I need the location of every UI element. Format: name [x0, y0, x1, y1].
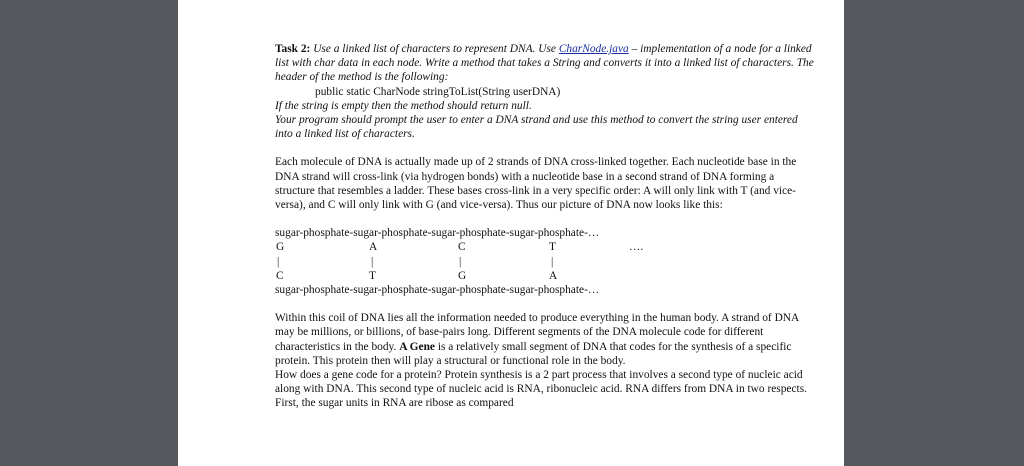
bottom-base: C	[276, 269, 284, 282]
bottom-strand: sugar-phosphate-sugar-phosphate-sugar-phosphate-sugar-phosphate-…	[275, 284, 600, 296]
method-signature: public static CharNode stringToList(String userDNA)	[315, 85, 561, 98]
top-continuation: ….	[629, 241, 644, 254]
bottom-base: T	[369, 269, 376, 282]
gene-paragraph	[275, 311, 815, 368]
document-page	[178, 0, 844, 466]
link-row	[275, 255, 815, 269]
gene-text-a: Within this coil of DNA lies all the information needed to produce everything in the human body. A strand of DNA may be millions, or billions, of base-pairs long. Different segments of the DNA molecule code for different characteristics in the body.	[275, 312, 799, 353]
task-text-a: Use a linked list of characters to represent DNA. Use	[310, 43, 559, 55]
task-paragraph	[275, 42, 815, 85]
charnode-link[interactable]: CharNode.java	[558, 43, 629, 55]
dna-intro-paragraph: Each molecule of DNA is actually made up of 2 strands of DNA cross-linked together. Each nucleotide base in the DNA strand will cross-link (via hydrogen bonds) with a nucleotide base in a second strand of DNA forming a structure that resembles a ladder. These bases cross-link in a very specific order: A will only link with T (and vice-versa), and C will only link with G (and vice-versa). Thus our picture of DNA now looks like this:	[275, 156, 797, 212]
top-base: T	[549, 241, 556, 254]
hydrogen-bond: |	[551, 255, 554, 268]
top-bases-row	[275, 240, 815, 254]
hydrogen-bond: |	[277, 255, 280, 268]
gene-bold: A Gene	[399, 340, 435, 353]
dna-diagram	[275, 226, 815, 297]
hydrogen-bond: |	[371, 255, 374, 268]
bottom-base: G	[458, 269, 467, 282]
hydrogen-bond: |	[459, 255, 462, 268]
top-base: G	[276, 241, 285, 254]
bottom-base: A	[549, 269, 558, 282]
protein-paragraph: How does a gene code for a protein? Protein synthesis is a 2 part process that involves a second type of nucleic acid along with DNA. This second type of nucleic acid is RNA, ribonucleic acid. RNA differs from DNA in two respects. First, the sugar units in RNA are ribose as compared	[275, 369, 807, 410]
empty-string-note: If the string is empty then the method should return null.	[275, 99, 532, 112]
document-content	[275, 42, 815, 411]
top-base: A	[369, 241, 378, 254]
bottom-bases-row	[275, 269, 815, 283]
task-label: Task 2:	[275, 43, 311, 55]
top-strand: sugar-phosphate-sugar-phosphate-sugar-phosphate-sugar-phosphate-…	[275, 227, 600, 240]
prompt-note: Your program should prompt the user to enter a DNA strand and use this method to convert the string user entered into a linked list of characters.	[275, 114, 798, 141]
top-base: C	[458, 241, 466, 254]
gene-text-b: is a relatively small segment of DNA that codes for the synthesis of a specific protein. This protein then will play a structural or functional role in the body.	[275, 340, 792, 367]
task-text-b: – implementation of a node for a linked list with char data in each node. Write a method that takes a String and converts it into a linked list of characters. The header of the method is the following:	[275, 43, 814, 84]
